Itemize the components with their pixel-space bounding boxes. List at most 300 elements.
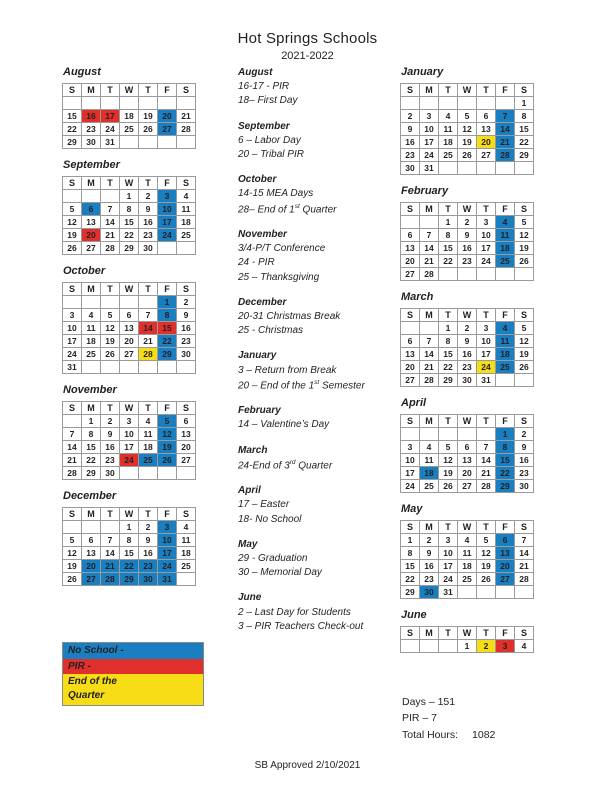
day-cell-june-2: 2 <box>477 640 496 653</box>
legend <box>62 642 204 706</box>
day-cell-january-21: 21 <box>496 136 515 149</box>
weekday-header-2: T <box>439 627 458 640</box>
months-column-right <box>400 66 565 663</box>
day-cell-september-16: 16 <box>139 216 158 229</box>
summary-totals <box>402 694 495 743</box>
note-line: 16-17 - PIR <box>238 81 290 93</box>
note-line: 28– End of 1st Quarter <box>238 202 337 215</box>
weekday-header-4: T <box>477 627 496 640</box>
day-cell-empty <box>139 296 158 309</box>
day-cell-empty <box>63 521 82 534</box>
week-row <box>63 361 196 374</box>
weekday-header-row <box>401 627 534 640</box>
day-cell-december-31: 31 <box>158 573 177 586</box>
day-cell-december-26: 26 <box>63 573 82 586</box>
day-cell-april-11: 11 <box>420 454 439 467</box>
day-cell-december-19: 19 <box>63 560 82 573</box>
day-cell-may-9: 9 <box>420 547 439 560</box>
day-cell-september-3: 3 <box>158 190 177 203</box>
day-cell-may-7: 7 <box>515 534 534 547</box>
weekday-header-2: T <box>101 177 120 190</box>
day-cell-january-6: 6 <box>477 110 496 123</box>
day-cell-empty <box>420 97 439 110</box>
day-cell-october-15: 15 <box>158 322 177 335</box>
day-cell-october-20: 20 <box>120 335 139 348</box>
week-row <box>63 560 196 573</box>
day-cell-september-12: 12 <box>63 216 82 229</box>
month-block-june <box>400 609 565 653</box>
day-cell-march-1: 1 <box>439 322 458 335</box>
day-cell-october-27: 27 <box>120 348 139 361</box>
day-cell-january-5: 5 <box>458 110 477 123</box>
day-cell-empty <box>63 415 82 428</box>
day-cell-november-10: 10 <box>120 428 139 441</box>
day-cell-april-26: 26 <box>439 480 458 493</box>
day-cell-september-14: 14 <box>101 216 120 229</box>
day-cell-march-21: 21 <box>420 361 439 374</box>
weekday-header-3: W <box>120 283 139 296</box>
month-grid-september <box>62 176 196 255</box>
day-cell-may-23: 23 <box>420 573 439 586</box>
day-cell-may-3: 3 <box>439 534 458 547</box>
day-cell-september-19: 19 <box>63 229 82 242</box>
week-row <box>63 573 196 586</box>
week-row <box>401 374 534 387</box>
day-cell-march-18: 18 <box>496 348 515 361</box>
day-cell-empty <box>63 190 82 203</box>
weekday-header-1: M <box>420 627 439 640</box>
page-title: Hot Springs Schools <box>237 30 378 47</box>
day-cell-august-23: 23 <box>82 123 101 136</box>
day-cell-august-16: 16 <box>82 110 101 123</box>
day-cell-empty <box>496 97 515 110</box>
day-cell-march-26: 26 <box>515 361 534 374</box>
day-cell-january-27: 27 <box>477 149 496 162</box>
month-name-june: June <box>401 609 427 621</box>
weekday-header-0: S <box>401 521 420 534</box>
day-cell-january-15: 15 <box>515 123 534 136</box>
weekday-header-4: T <box>139 84 158 97</box>
day-cell-empty <box>120 136 139 149</box>
day-cell-may-5: 5 <box>477 534 496 547</box>
day-cell-december-10: 10 <box>158 534 177 547</box>
day-cell-january-26: 26 <box>458 149 477 162</box>
month-block-february <box>400 185 565 281</box>
day-cell-april-1: 1 <box>496 428 515 441</box>
week-row <box>63 428 196 441</box>
months-column-left <box>62 66 222 596</box>
day-cell-march-30: 30 <box>458 374 477 387</box>
day-cell-november-18: 18 <box>139 441 158 454</box>
day-cell-january-18: 18 <box>439 136 458 149</box>
day-cell-january-31: 31 <box>420 162 439 175</box>
day-cell-april-22: 22 <box>496 467 515 480</box>
day-cell-may-6: 6 <box>496 534 515 547</box>
day-cell-november-7: 7 <box>63 428 82 441</box>
day-cell-june-4: 4 <box>515 640 534 653</box>
weekday-header-1: M <box>82 84 101 97</box>
weekday-header-5: F <box>496 84 515 97</box>
weekday-header-5: F <box>496 203 515 216</box>
day-cell-december-16: 16 <box>139 547 158 560</box>
day-cell-march-17: 17 <box>477 348 496 361</box>
weekday-header-0: S <box>401 84 420 97</box>
weekday-header-2: T <box>101 508 120 521</box>
day-cell-december-24: 24 <box>158 560 177 573</box>
day-cell-december-11: 11 <box>177 534 196 547</box>
day-cell-october-7: 7 <box>139 309 158 322</box>
day-cell-december-2: 2 <box>139 521 158 534</box>
day-cell-december-12: 12 <box>63 547 82 560</box>
weekday-header-4: T <box>139 177 158 190</box>
day-cell-may-4: 4 <box>458 534 477 547</box>
day-cell-august-17: 17 <box>101 110 120 123</box>
month-name-december: December <box>63 490 117 502</box>
note-line: 3 – PIR Teachers Check-out <box>238 620 364 632</box>
day-cell-empty <box>177 467 196 480</box>
weekday-header-5: F <box>158 402 177 415</box>
day-cell-empty <box>101 521 120 534</box>
day-cell-september-24: 24 <box>158 229 177 242</box>
day-cell-march-6: 6 <box>401 335 420 348</box>
weekday-header-5: F <box>496 627 515 640</box>
day-cell-september-10: 10 <box>158 203 177 216</box>
day-cell-january-19: 19 <box>458 136 477 149</box>
day-cell-january-25: 25 <box>439 149 458 162</box>
weekday-header-4: T <box>139 402 158 415</box>
day-cell-may-1: 1 <box>401 534 420 547</box>
weekday-header-6: S <box>177 508 196 521</box>
day-cell-may-2: 2 <box>420 534 439 547</box>
month-block-october <box>62 265 222 374</box>
note-line: 20 – End of the 1st Semester <box>238 378 365 392</box>
day-cell-december-1: 1 <box>120 521 139 534</box>
day-cell-january-11: 11 <box>439 123 458 136</box>
weekday-header-1: M <box>82 283 101 296</box>
day-cell-empty <box>82 97 101 110</box>
notes-month-april: April <box>238 485 261 497</box>
day-cell-may-25: 25 <box>458 573 477 586</box>
weekday-header-4: T <box>477 203 496 216</box>
page-header <box>0 0 615 62</box>
day-cell-september-27: 27 <box>82 242 101 255</box>
day-cell-december-14: 14 <box>101 547 120 560</box>
weekday-header-0: S <box>63 177 82 190</box>
day-cell-october-17: 17 <box>63 335 82 348</box>
day-cell-february-19: 19 <box>515 242 534 255</box>
month-grid-january <box>400 83 534 175</box>
week-row <box>63 110 196 123</box>
weekday-header-2: T <box>439 309 458 322</box>
month-name-october: October <box>63 265 106 277</box>
note-line: 29 - Graduation <box>238 553 308 565</box>
weekday-header-6: S <box>177 84 196 97</box>
day-cell-march-9: 9 <box>458 335 477 348</box>
day-cell-march-5: 5 <box>515 322 534 335</box>
day-cell-december-3: 3 <box>158 521 177 534</box>
weekday-header-3: W <box>120 402 139 415</box>
week-row <box>401 428 534 441</box>
day-cell-september-5: 5 <box>63 203 82 216</box>
day-cell-january-8: 8 <box>515 110 534 123</box>
day-cell-february-7: 7 <box>420 229 439 242</box>
day-cell-may-24: 24 <box>439 573 458 586</box>
day-cell-october-10: 10 <box>63 322 82 335</box>
day-cell-october-18: 18 <box>82 335 101 348</box>
day-cell-october-28: 28 <box>139 348 158 361</box>
day-cell-empty <box>439 162 458 175</box>
day-cell-august-15: 15 <box>63 110 82 123</box>
day-cell-november-2: 2 <box>101 415 120 428</box>
day-cell-august-24: 24 <box>101 123 120 136</box>
day-cell-empty <box>401 428 420 441</box>
week-row <box>63 203 196 216</box>
notes-month-june: June <box>238 592 262 604</box>
day-cell-april-29: 29 <box>496 480 515 493</box>
day-cell-february-3: 3 <box>477 216 496 229</box>
month-grid-november <box>62 401 196 480</box>
note-line: 20 – Tribal PIR <box>238 148 304 160</box>
weekday-header-3: W <box>120 508 139 521</box>
day-cell-august-28: 28 <box>177 123 196 136</box>
week-row <box>401 255 534 268</box>
note-line: 25 - Christmas <box>238 325 304 337</box>
day-cell-october-23: 23 <box>177 335 196 348</box>
day-cell-empty <box>458 97 477 110</box>
day-cell-december-6: 6 <box>82 534 101 547</box>
day-cell-march-13: 13 <box>401 348 420 361</box>
day-cell-january-4: 4 <box>439 110 458 123</box>
day-cell-august-22: 22 <box>63 123 82 136</box>
week-row <box>401 573 534 586</box>
day-cell-empty <box>477 586 496 599</box>
day-cell-october-24: 24 <box>63 348 82 361</box>
day-cell-april-7: 7 <box>477 441 496 454</box>
day-cell-february-17: 17 <box>477 242 496 255</box>
day-cell-empty <box>177 573 196 586</box>
day-cell-march-31: 31 <box>477 374 496 387</box>
notes-column <box>238 66 393 634</box>
day-cell-may-16: 16 <box>420 560 439 573</box>
month-grid-may <box>400 520 534 599</box>
day-cell-may-11: 11 <box>458 547 477 560</box>
day-cell-november-17: 17 <box>120 441 139 454</box>
day-cell-april-8: 8 <box>496 441 515 454</box>
weekday-header-0: S <box>63 508 82 521</box>
day-cell-may-22: 22 <box>401 573 420 586</box>
day-cell-august-20: 20 <box>158 110 177 123</box>
day-cell-october-4: 4 <box>82 309 101 322</box>
day-cell-empty <box>120 97 139 110</box>
day-cell-empty <box>101 97 120 110</box>
weekday-header-row <box>63 283 196 296</box>
day-cell-february-18: 18 <box>496 242 515 255</box>
weekday-header-2: T <box>439 521 458 534</box>
week-row <box>63 97 196 110</box>
day-cell-april-23: 23 <box>515 467 534 480</box>
day-cell-empty <box>420 640 439 653</box>
month-name-august: August <box>63 66 101 78</box>
day-cell-february-9: 9 <box>458 229 477 242</box>
weekday-header-3: W <box>458 415 477 428</box>
day-cell-october-30: 30 <box>177 348 196 361</box>
day-cell-october-26: 26 <box>101 348 120 361</box>
day-cell-november-13: 13 <box>177 428 196 441</box>
note-line: 25 – Thanksgiving <box>238 271 320 283</box>
day-cell-august-21: 21 <box>177 110 196 123</box>
day-cell-march-14: 14 <box>420 348 439 361</box>
weekday-header-5: F <box>158 177 177 190</box>
legend-end-of-quarter-line2: Quarter <box>68 689 105 701</box>
day-cell-empty <box>496 268 515 281</box>
weekday-header-3: W <box>120 177 139 190</box>
day-cell-april-24: 24 <box>401 480 420 493</box>
day-cell-january-13: 13 <box>477 123 496 136</box>
day-cell-may-20: 20 <box>496 560 515 573</box>
day-cell-empty <box>439 428 458 441</box>
day-cell-november-29: 29 <box>82 467 101 480</box>
weekday-header-1: M <box>420 84 439 97</box>
note-line: 3 – Return from Break <box>238 364 337 376</box>
day-cell-october-14: 14 <box>139 322 158 335</box>
day-cell-empty <box>63 97 82 110</box>
month-name-march: March <box>401 291 434 303</box>
week-row <box>401 560 534 573</box>
day-cell-april-2: 2 <box>515 428 534 441</box>
day-cell-may-26: 26 <box>477 573 496 586</box>
weekday-header-4: T <box>477 84 496 97</box>
day-cell-october-12: 12 <box>101 322 120 335</box>
weekday-header-2: T <box>439 84 458 97</box>
day-cell-december-9: 9 <box>139 534 158 547</box>
day-cell-empty <box>515 162 534 175</box>
week-row <box>401 242 534 255</box>
day-cell-may-17: 17 <box>439 560 458 573</box>
month-block-december <box>62 490 222 586</box>
month-block-march <box>400 291 565 387</box>
day-cell-empty <box>82 190 101 203</box>
day-cell-empty <box>401 640 420 653</box>
weekday-header-3: W <box>458 84 477 97</box>
day-cell-november-5: 5 <box>158 415 177 428</box>
day-cell-october-11: 11 <box>82 322 101 335</box>
day-cell-april-25: 25 <box>420 480 439 493</box>
day-cell-february-27: 27 <box>401 268 420 281</box>
weekday-header-row <box>401 309 534 322</box>
weekday-header-1: M <box>420 415 439 428</box>
day-cell-november-16: 16 <box>101 441 120 454</box>
day-cell-november-22: 22 <box>82 454 101 467</box>
day-cell-february-2: 2 <box>458 216 477 229</box>
summary-total-hours-label: Total Hours: <box>402 728 459 741</box>
day-cell-february-24: 24 <box>477 255 496 268</box>
day-cell-empty <box>82 361 101 374</box>
day-cell-september-22: 22 <box>120 229 139 242</box>
day-cell-january-12: 12 <box>458 123 477 136</box>
day-cell-empty <box>158 467 177 480</box>
day-cell-december-8: 8 <box>120 534 139 547</box>
day-cell-empty <box>120 361 139 374</box>
day-cell-empty <box>177 97 196 110</box>
day-cell-january-24: 24 <box>420 149 439 162</box>
week-row <box>63 296 196 309</box>
day-cell-february-10: 10 <box>477 229 496 242</box>
weekday-header-5: F <box>496 521 515 534</box>
day-cell-empty <box>177 136 196 149</box>
day-cell-april-9: 9 <box>515 441 534 454</box>
week-row <box>401 547 534 560</box>
day-cell-march-22: 22 <box>439 361 458 374</box>
day-cell-march-27: 27 <box>401 374 420 387</box>
day-cell-april-6: 6 <box>458 441 477 454</box>
day-cell-september-15: 15 <box>120 216 139 229</box>
weekday-header-6: S <box>177 177 196 190</box>
day-cell-empty <box>496 586 515 599</box>
day-cell-february-16: 16 <box>458 242 477 255</box>
day-cell-empty <box>496 374 515 387</box>
week-row <box>63 322 196 335</box>
day-cell-may-19: 19 <box>477 560 496 573</box>
note-line: 20-31 Christmas Break <box>238 310 341 322</box>
legend-no-school: No School - <box>63 643 203 659</box>
day-cell-september-2: 2 <box>139 190 158 203</box>
day-cell-october-9: 9 <box>177 309 196 322</box>
day-cell-december-29: 29 <box>120 573 139 586</box>
weekday-header-0: S <box>401 415 420 428</box>
day-cell-november-9: 9 <box>101 428 120 441</box>
day-cell-empty <box>120 467 139 480</box>
week-row <box>63 309 196 322</box>
summary-days: Days – 151 <box>402 696 456 708</box>
week-row <box>401 97 534 110</box>
weekday-header-1: M <box>420 521 439 534</box>
day-cell-april-3: 3 <box>401 441 420 454</box>
day-cell-december-20: 20 <box>82 560 101 573</box>
day-cell-january-30: 30 <box>401 162 420 175</box>
day-cell-november-12: 12 <box>158 428 177 441</box>
weekday-header-4: T <box>139 283 158 296</box>
week-row <box>401 586 534 599</box>
weekday-header-0: S <box>63 84 82 97</box>
day-cell-april-10: 10 <box>401 454 420 467</box>
day-cell-august-26: 26 <box>139 123 158 136</box>
weekday-header-2: T <box>101 402 120 415</box>
day-cell-august-29: 29 <box>63 136 82 149</box>
day-cell-december-27: 27 <box>82 573 101 586</box>
note-line: 24 - PIR <box>238 257 275 269</box>
day-cell-november-24: 24 <box>120 454 139 467</box>
day-cell-march-25: 25 <box>496 361 515 374</box>
day-cell-may-15: 15 <box>401 560 420 573</box>
day-cell-empty <box>515 374 534 387</box>
day-cell-october-16: 16 <box>177 322 196 335</box>
week-row <box>63 534 196 547</box>
day-cell-october-5: 5 <box>101 309 120 322</box>
day-cell-august-19: 19 <box>139 110 158 123</box>
day-cell-march-3: 3 <box>477 322 496 335</box>
day-cell-empty <box>401 322 420 335</box>
weekday-header-4: T <box>477 521 496 534</box>
day-cell-may-18: 18 <box>458 560 477 573</box>
week-row <box>401 123 534 136</box>
month-name-february: February <box>401 185 449 197</box>
week-row <box>401 480 534 493</box>
weekday-header-0: S <box>63 402 82 415</box>
day-cell-october-25: 25 <box>82 348 101 361</box>
day-cell-december-4: 4 <box>177 521 196 534</box>
day-cell-december-15: 15 <box>120 547 139 560</box>
day-cell-december-25: 25 <box>177 560 196 573</box>
